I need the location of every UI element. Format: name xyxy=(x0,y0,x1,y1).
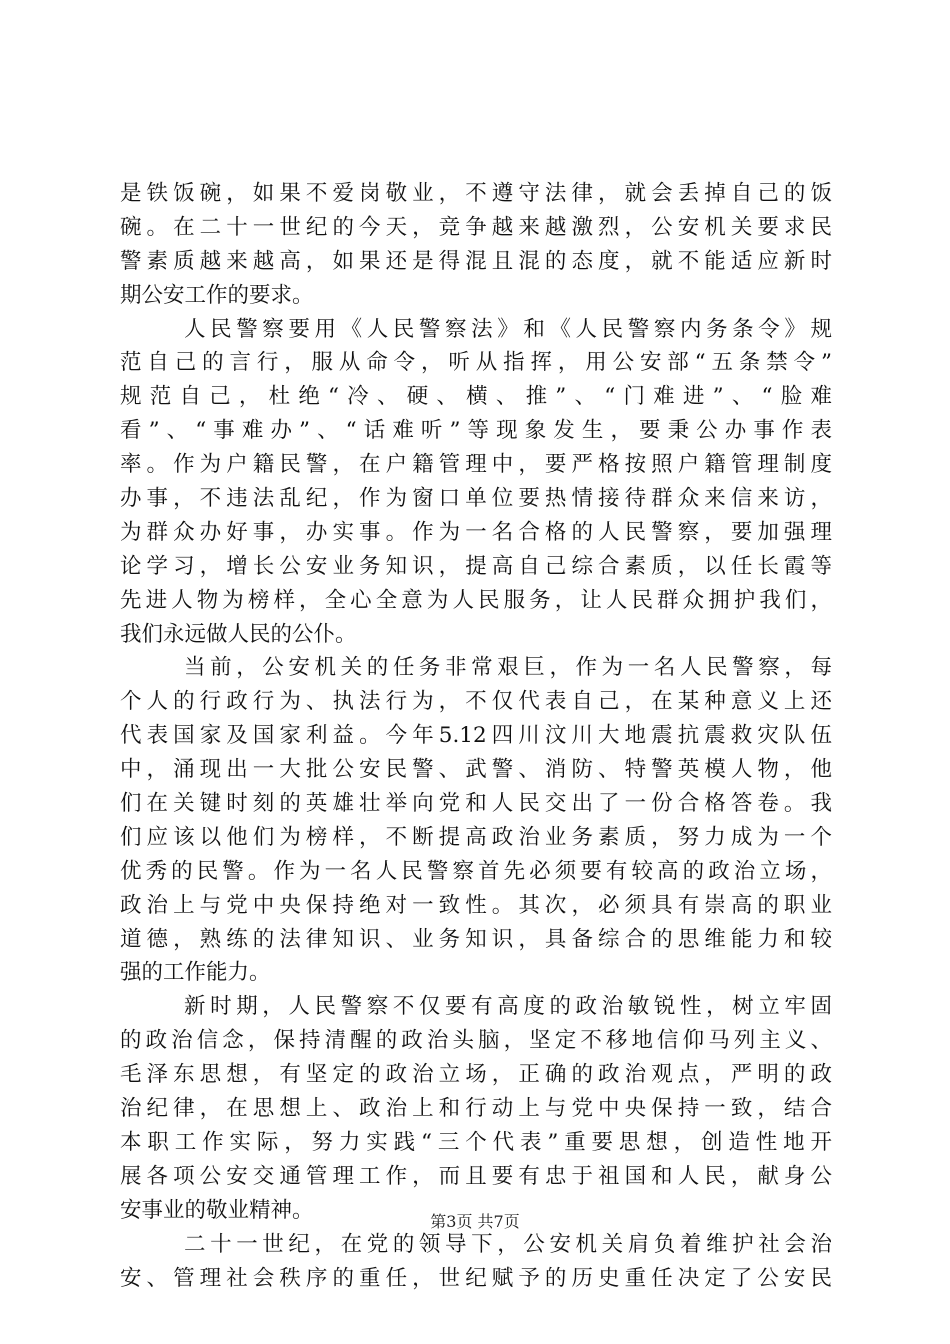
text-line: 论学习，增长公安业务知识，提高自己综合素质，以任长霞等 xyxy=(120,553,832,579)
text-line: 的政治信念，保持清醒的政治头脑，坚定不移地信仰马列主义、 xyxy=(120,1028,832,1054)
text-line: 为群众办好事，办实事。作为一名合格的人民警察，要加强理 xyxy=(120,519,832,545)
text-line: 看”、“事难办”、“话难听”等现象发生，要秉公办事作表 xyxy=(120,418,832,444)
text-line: 个人的行政行为、执法行为，不仅代表自己，在某种意义上还 xyxy=(120,689,832,715)
text-line: 展各项公安交通管理工作，而且要有忠于祖国和人民，献身公 xyxy=(120,1163,832,1189)
text-line: 人民警察要用《人民警察法》和《人民警察内务条令》规 xyxy=(184,316,832,342)
text-line: 治纪律，在思想上、政治上和行动上与党中央保持一致，结合 xyxy=(120,1096,832,1122)
text-line: 毛泽东思想，有坚定的政治立场，正确的政治观点，严明的政 xyxy=(120,1062,832,1088)
text-line: 政治上与党中央保持绝对一致性。其次，必须具有崇高的职业 xyxy=(120,892,832,918)
text-line: 办事，不违法乱纪，作为窗口单位要热情接待群众来信来访， xyxy=(120,486,832,512)
text-line: 们在关键时刻的英雄壮举向党和人民交出了一份合格答卷。我 xyxy=(120,791,832,817)
text-line: 新时期，人民警察不仅要有高度的政治敏锐性，树立牢固 xyxy=(184,994,832,1020)
text-line: 安、管理社会秩序的重任，世纪赋予的历史重任决定了公安民 xyxy=(120,1265,832,1291)
text-line: 本职工作实际，努力实践“三个代表”重要思想，创造性地开 xyxy=(120,1129,832,1155)
text-line: 率。作为户籍民警，在户籍管理中，要严格按照户籍管理制度 xyxy=(120,452,832,478)
text-line: 们应该以他们为榜样，不断提高政治业务素质，努力成为一个 xyxy=(120,824,832,850)
text-line: 警素质越来越高，如果还是得混且混的态度，就不能适应新时 xyxy=(120,248,832,274)
text-line: 先进人物为榜样，全心全意为人民服务，让人民群众拥护我们， xyxy=(120,587,832,613)
page-footer: 第3页 共7页 xyxy=(430,1212,520,1231)
text-line: 代表国家及国家利益。今年5.12四川汶川大地震抗震救灾队伍 xyxy=(120,723,832,749)
text-line: 我们永远做人民的公仆。 xyxy=(120,621,357,647)
text-line: 期公安工作的要求。 xyxy=(120,282,314,308)
text-line: 碗。在二十一世纪的今天，竞争越来越激烈，公安机关要求民 xyxy=(120,214,832,240)
text-line: 安事业的敬业精神。 xyxy=(120,1197,314,1223)
text-line: 规范自己，杜绝“冷、硬、横、推”、“门难进”、“脸难 xyxy=(120,384,832,410)
text-line: 范自己的言行，服从命令，听从指挥，用公安部“五条禁令” xyxy=(120,350,832,376)
text-line: 二十一世纪，在党的领导下，公安机关肩负着维护社会治 xyxy=(184,1231,832,1257)
text-line: 是铁饭碗，如果不爱岗敬业，不遵守法律，就会丢掉自己的饭 xyxy=(120,181,832,206)
text-line: 道德，熟练的法律知识、业务知识，具备综合的思维能力和较 xyxy=(120,926,832,952)
text-line: 优秀的民警。作为一名人民警察首先必须要有较高的政治立场， xyxy=(120,858,832,884)
text-line: 中，涌现出一大批公安民警、武警、消防、特警英模人物，他 xyxy=(120,757,832,783)
text-line: 强的工作能力。 xyxy=(120,960,271,986)
document-body xyxy=(120,177,832,1295)
text-line: 当前，公安机关的任务非常艰巨，作为一名人民警察，每 xyxy=(184,655,832,681)
